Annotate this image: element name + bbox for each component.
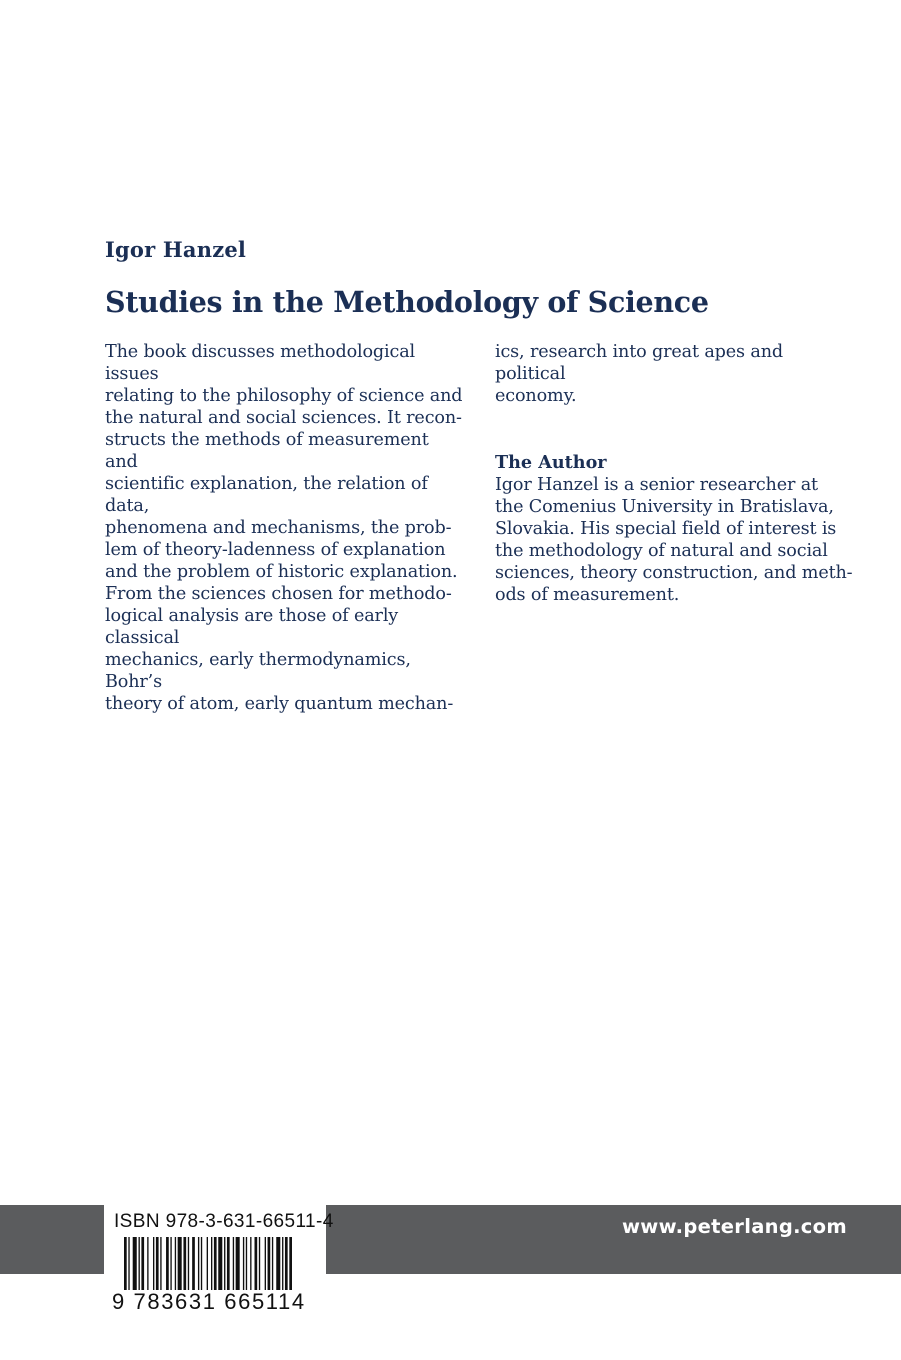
barcode-bar — [285, 1237, 288, 1290]
barcode-bar — [224, 1237, 225, 1290]
barcode-bar — [207, 1237, 208, 1290]
barcode-bar — [133, 1237, 137, 1290]
barcode-bar — [276, 1237, 280, 1290]
barcode-icon — [104, 1205, 326, 1360]
barcode-bar — [289, 1237, 292, 1290]
barcode-bar — [192, 1237, 195, 1290]
isbn-label: ISBN 978-3-631-66511-4 — [114, 1211, 334, 1232]
barcode-bar — [268, 1237, 271, 1290]
barcode-bar — [178, 1237, 182, 1290]
author-name: Igor Hanzel — [105, 237, 247, 262]
barcode-bar — [282, 1237, 283, 1290]
barcode-bar — [227, 1237, 230, 1290]
barcode-number: 9 783631 665114 — [112, 1289, 306, 1314]
barcode-bar — [265, 1237, 266, 1290]
author-section-heading: The Author — [495, 452, 607, 473]
barcode-bar — [175, 1237, 176, 1290]
barcode-bar — [147, 1237, 148, 1290]
book-title: Studies in the Methodology of Science — [105, 285, 709, 319]
barcode-bar — [170, 1237, 171, 1290]
barcode-bar — [156, 1237, 159, 1290]
barcode-bar — [124, 1237, 127, 1290]
barcode-bar — [233, 1237, 234, 1290]
barcode-bar — [188, 1237, 189, 1290]
barcode-bar — [214, 1237, 217, 1290]
barcode-bar — [198, 1237, 199, 1290]
author-bio: Igor Hanzel is a senior researcher at the Comenius University in Bratislava, Slovakia. His special field of interest is the methodology of natural and social sciences, theory construction, and meth- ods of measurement. — [495, 475, 853, 605]
barcode-panel — [104, 1205, 334, 1360]
barcode-bar — [211, 1237, 212, 1290]
description-right-column: ics, research into great apes and political economy. — [495, 342, 784, 406]
barcode-bar — [246, 1237, 247, 1290]
description-left-column: The book discusses methodological issues relating to the philosophy of science and the natural and social sciences. It recon- structs the methods of measurement and scientific explanation, the relation of data, phenomena and mechanisms, the prob- lem of theory-ladenness of explanation and the problem of historic explanation. From the sciences chosen for methodo- logical analysis are those of early classical mechanics, early thermodynamics, Bohr’s theory of atom, early quantum mechan- — [105, 342, 463, 714]
publisher-website: www.peterlang.com — [621, 1215, 847, 1238]
barcode-bar — [166, 1237, 169, 1290]
barcode-bar — [153, 1237, 154, 1290]
barcode-bar — [272, 1237, 273, 1290]
barcode-bar — [250, 1237, 251, 1290]
barcode-bar — [160, 1237, 161, 1290]
barcode-bar — [243, 1237, 244, 1290]
barcode-bar — [255, 1237, 258, 1290]
barcode-bar — [139, 1237, 140, 1290]
barcode-bar — [259, 1237, 260, 1290]
barcode-bar — [183, 1237, 186, 1290]
barcode-bar — [218, 1237, 222, 1290]
barcode-bar — [236, 1237, 240, 1290]
barcode-bar — [128, 1237, 129, 1290]
barcode-bar — [201, 1237, 202, 1290]
barcode-bar — [141, 1237, 144, 1290]
